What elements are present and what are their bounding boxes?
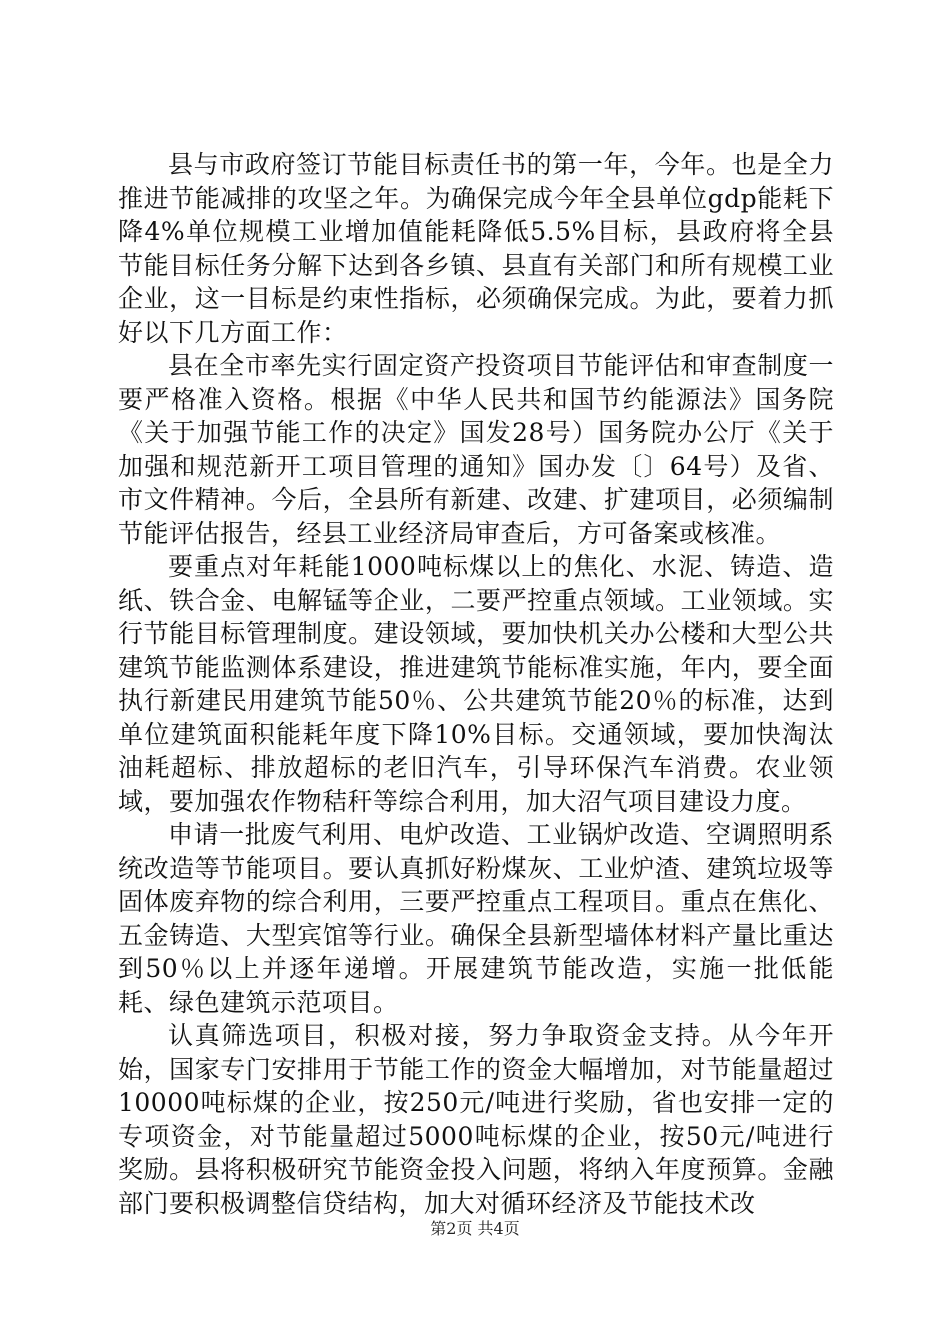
document-body — [118, 148, 834, 1220]
paragraph-4: 申请一批废气利用、电炉改造、工业锅炉改造、空调照明系统改造等节能项目。要认真抓好粉煤灰、工业炉渣、建筑垃圾等固体废弃物的综合利用，三要严控重点工程项目。重点在焦化、五金铸造、大型宾馆等行业。确保全县新型墙体材料产量比重达到50％以上并逐年递增。开展建筑节能改造，实施一批低能耗、绿色建筑示范项目。 — [118, 820, 834, 1017]
paragraph-1: 县与市政府签订节能目标责任书的第一年，今年。也是全力推进节能减排的攻坚之年。为确保完成今年全县单位gdp能耗下降4%单位规模工业增加值能耗降低5.5%目标，县政府将全县节能目标任务分解下达到各乡镇、县直有关部门和所有规模工业企业，这一目标是约束性指标，必须确保完成。为此，要着力抓好以下几方面工作： — [118, 150, 834, 347]
paragraph-2: 县在全市率先实行固定资产投资项目节能评估和审查制度一要严格准入资格。根据《中华人民共和国节约能源法》国务院《关于加强节能工作的决定》国发28号）国务院办公厅《关于加强和规范新开工项目管理的通知》国办发〔〕64号）及省、市文件精神。今后，全县所有新建、改建、扩建项目，必须编制节能评估报告，经县工业经济局审查后，方可备案或核准。 — [118, 351, 834, 548]
page-number-footer: 第2页 共4页 — [430, 1219, 520, 1238]
paragraph-3: 要重点对年耗能1000吨标煤以上的焦化、水泥、铸造、造纸、铁合金、电解锰等企业，二要严控重点领域。工业领域。实行节能目标管理制度。建设领域，要加快机关办公楼和大型公共建筑节能监测体系建设，推进建筑节能标准实施，年内，要全面执行新建民用建筑节能50％、公共建筑节能20％的标准，达到单位建筑面积能耗年度下降10%目标。交通领域，要加快淘汰油耗超标、排放超标的老旧汽车，引导环保汽车消费。农业领域，要加强农作物秸秆等综合利用，加大沼气项目建设力度。 — [118, 552, 834, 816]
paragraph-5: 认真筛选项目，积极对接，努力争取资金支持。从今年开始，国家专门安排用于节能工作的资金大幅增加，对节能量超过10000吨标煤的企业，按250元/吨进行奖励，省也安排一定的专项资金，对节能量超过5000吨标煤的企业，按50元/吨进行奖励。县将积极研究节能资金投入问题，将纳入年度预算。金融部门要积极调整信贷结构，加大对循环经济及节能技术改 — [118, 1021, 834, 1218]
